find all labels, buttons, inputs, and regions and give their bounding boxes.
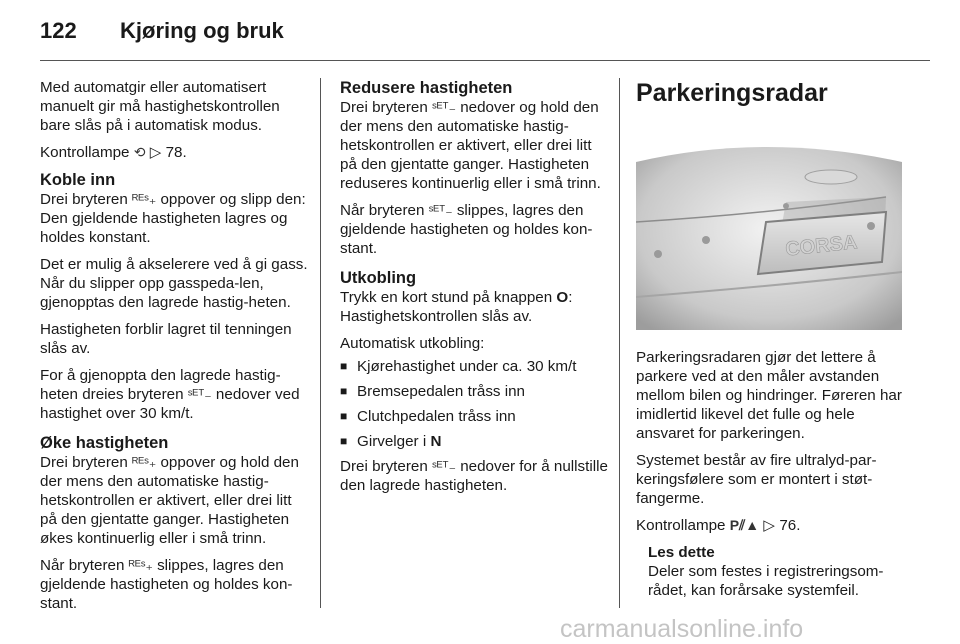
- page-header: [40, 18, 284, 44]
- section-title: Parkeringsradar: [636, 79, 828, 107]
- paragraph: Systemet består av fire ultralyd-par-keringsfølere som er montert i støt-fangerme.: [636, 452, 877, 507]
- paragraph: Det er mulig å akselerere ved å gi gass. Når du slipper opp gasspeda-len, gjenopptas den lagrede hastig-heten.: [40, 256, 308, 311]
- column-3: [636, 78, 906, 600]
- column-1: [40, 78, 308, 621]
- paragraph: Drei bryteren ᴿᴱˢ₊ oppover og slipp den: Den gjeldende hastigheten lagres og holdes konstant.: [40, 191, 306, 246]
- set-minus-icon: ˢᴱᵀ₋: [187, 386, 212, 402]
- park-radar-icon: P⫽▲: [729, 517, 760, 533]
- set-minus-icon: ˢᴱᵀ₋: [432, 99, 456, 115]
- control-lamp-ref: Kontrollampe P⫽▲ ▷ 76.: [636, 517, 801, 534]
- section-heading: Øke hastigheten: [40, 434, 169, 452]
- paragraph: For å gjenoppta den lagrede hastig-heten dreies bryteren ˢᴱᵀ₋ nedover ved hastighet over 30 km/t.: [40, 367, 300, 422]
- res-plus-icon: ᴿᴱˢ₊: [132, 454, 157, 470]
- column-2: [340, 78, 608, 503]
- paragraph: Drei bryteren ᴿᴱˢ₊ oppover og hold den der mens den automatiske hastig-hetskontrollen er aktivert, eller drei litt på den gjentatte ganger. Hastigheten økes kontinuerlig eller i små trinn.: [40, 454, 299, 547]
- paragraph: Når bryteren ˢᴱᵀ₋ slippes, lagres den gjeldende hastigheten og holdes kon-stant.: [340, 202, 593, 257]
- section-heading: Koble inn: [40, 171, 116, 189]
- cruise-lamp-icon: ⟲: [133, 144, 146, 160]
- cancel-icon: O: [556, 289, 569, 306]
- paragraph: Trykk en kort stund på knappen O: Hastighetskontrollen slås av.: [340, 289, 573, 325]
- section-heading: Utkobling: [340, 269, 417, 287]
- paragraph: Automatisk utkobling:: [340, 335, 485, 352]
- set-minus-icon: ˢᴱᵀ₋: [432, 458, 456, 474]
- column-divider: [320, 78, 321, 608]
- plate-text: CORSA: [784, 231, 859, 261]
- list-item: ■ Kjørehastighet under ca. 30 km/t: [340, 357, 608, 376]
- list-item: ■ Girvelger i N: [340, 432, 608, 451]
- bullet-list: [340, 357, 608, 451]
- paragraph: Når bryteren ᴿᴱˢ₊ slippes, lagres den gjeldende hastigheten og holdes kon-stant.: [40, 557, 293, 612]
- page-number: 122: [40, 18, 77, 43]
- res-plus-icon: ᴿᴱˢ₊: [128, 557, 153, 573]
- paragraph: Parkeringsradaren gjør det lettere å parkere ved at den måler avstanden mellom bilen og hindringer. Føreren har imidlertid likevel det fulle og hele ansvaret for parkeringen.: [636, 349, 902, 442]
- list-item: ■ Clutchpedalen tråss inn: [340, 407, 608, 426]
- ref-icon: ▷: [149, 144, 162, 161]
- paragraph: Drei bryteren ˢᴱᵀ₋ nedover og hold den der mens den automatiske hastig-hetskontrollen er aktivert, eller drei litt på den gjentatte ganger. Hastigheten reduseres kontinuerlig eller i små trinn.: [340, 99, 601, 192]
- paragraph: Drei bryteren ˢᴱᵀ₋ nedover for å nullstille den lagrede hastigheten.: [340, 458, 608, 494]
- header-rule: [40, 60, 930, 61]
- page-title: Kjøring og bruk: [120, 18, 284, 43]
- intro-paragraph: Med automatgir eller automatisert manuelt gir må hastighetskontrollen bare slås på i automatisk modus.: [40, 79, 280, 134]
- section-heading: Redusere hastigheten: [340, 79, 513, 97]
- rear-bumper-photo: [636, 122, 902, 330]
- note-box: [648, 543, 906, 600]
- list-item: ■ Bremsepedalen tråss inn: [340, 382, 608, 401]
- res-plus-icon: ᴿᴱˢ₊: [132, 191, 157, 207]
- control-lamp-ref: Kontrollampe ⟲ ▷ 78.: [40, 144, 187, 161]
- note-title: Les dette: [648, 544, 715, 561]
- watermark: carmanualsonline.info: [560, 615, 804, 643]
- ref-icon: ▷: [763, 517, 776, 534]
- set-minus-icon: ˢᴱᵀ₋: [428, 202, 453, 218]
- note-text: Deler som festes i registreringsom-rådet, kan forårsake systemfeil.: [648, 563, 884, 599]
- column-divider: [619, 78, 620, 608]
- paragraph: Hastigheten forblir lagret til tenningen slås av.: [40, 321, 292, 357]
